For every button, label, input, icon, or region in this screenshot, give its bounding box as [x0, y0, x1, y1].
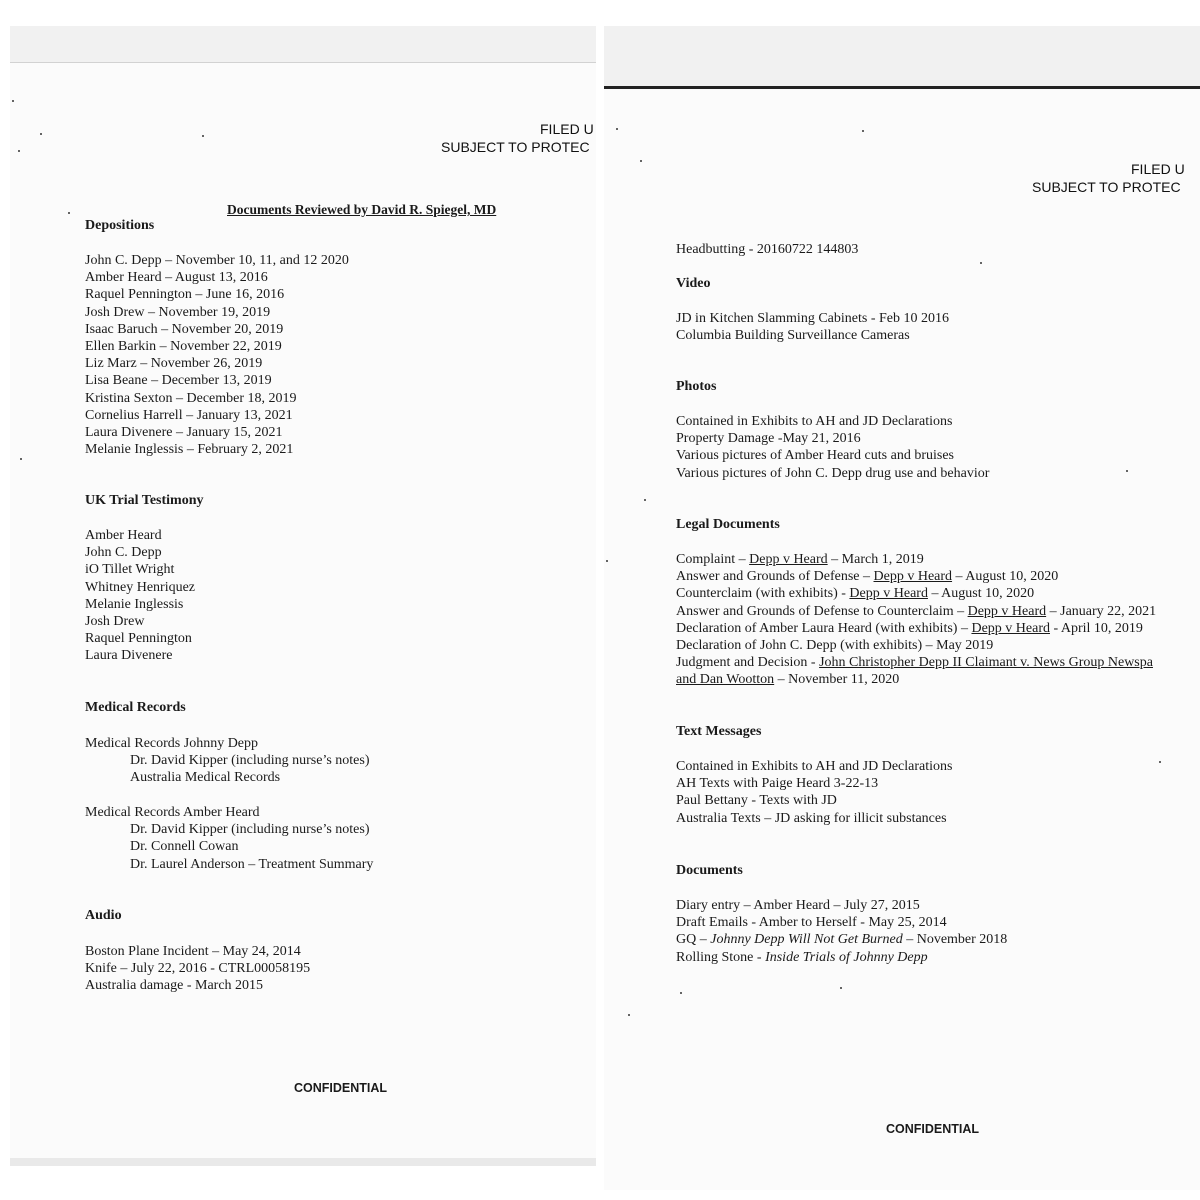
case-name: Depp v Heard [749, 552, 828, 567]
list-item: Medical Records Johnny Depp [85, 736, 259, 751]
list-item-text: – August 10, 2020 [952, 569, 1059, 585]
list-item: Dr. David Kipper (including nurse’s notes) [130, 753, 370, 769]
list-item: Ellen Barkin – November 22, 2019 [85, 338, 282, 354]
video-list [676, 310, 949, 344]
case-name: Depp v Heard [873, 569, 953, 585]
list-item: Melanie Inglessis – February 2, 2021 [85, 442, 294, 458]
list-item: Laura Divenere – January 15, 2021 [85, 424, 283, 440]
filed-under-seal-header: FILED U [1131, 161, 1185, 177]
list-item: Raquel Pennington [85, 631, 192, 647]
scan-speck [680, 992, 682, 994]
list-item [676, 671, 1156, 688]
depositions-list [85, 252, 349, 458]
list-item-text: Rolling Stone - [676, 949, 766, 965]
list-item: iO Tillet Wright [85, 562, 175, 578]
list-item-text: Answer and Grounds of Defense – [676, 569, 874, 585]
page-bottom-margin [10, 1158, 596, 1166]
scan-speck [616, 128, 618, 130]
list-item [676, 654, 1156, 671]
medical-records-depp [85, 735, 370, 787]
list-item: Dr. Connell Cowan [130, 839, 239, 855]
scan-speck [862, 130, 864, 132]
list-item-text: – March 1, 2019 [827, 552, 924, 567]
list-item: Knife – July 22, 2016 - CTRL00058195 [85, 961, 311, 977]
section-heading-photos: Photos [676, 379, 717, 394]
list-item: Property Damage -May 21, 2016 [676, 431, 861, 447]
confidential-footer: CONFIDENTIAL [294, 1081, 388, 1095]
article-title: Johnny Depp Will Not Get Burned [710, 932, 903, 948]
list-item-text: - April 10, 2019 [1049, 620, 1143, 636]
protective-order-header: SUBJECT TO PROTEC [1032, 179, 1181, 195]
text-messages-list [676, 758, 952, 827]
scan-speck [644, 499, 646, 501]
scan-speck [980, 262, 982, 264]
list-item: Australia Medical Records [130, 770, 281, 786]
list-item: Boston Plane Incident – May 24, 2014 [85, 944, 301, 959]
filed-under-seal-header: FILED U [540, 121, 594, 137]
list-item: Lisa Beane – December 13, 2019 [85, 373, 272, 389]
list-item: John C. Depp [85, 545, 162, 561]
case-name: Depp v Heard [967, 603, 1047, 619]
section-heading-uk-trial: UK Trial Testimony [85, 493, 204, 508]
list-item: Australia damage - March 2015 [85, 978, 264, 994]
list-item: Dr. David Kipper (including nurse’s notes) [130, 822, 370, 838]
page-top-margin [10, 26, 596, 63]
right-document-page [604, 26, 1200, 1190]
list-item [676, 949, 1007, 966]
case-name: John Christopher Depp II Claimant v. News Group Newspa [819, 655, 1153, 671]
section-heading-video: Video [676, 276, 711, 291]
case-name: Depp v Heard [849, 586, 928, 602]
list-item-text: – November 2018 [902, 932, 1008, 948]
scan-speck [606, 560, 608, 562]
scan-speck [18, 150, 20, 152]
audio-list [85, 943, 310, 995]
list-item-text: Declaration of Amber Laura Heard (with exhibits) – [676, 620, 972, 636]
list-item: Liz Marz – November 26, 2019 [85, 356, 263, 372]
list-item: Paul Bettany - Texts with JD [676, 793, 837, 809]
scan-speck [12, 100, 14, 102]
list-item: Cornelius Harrell – January 13, 2021 [85, 407, 293, 423]
list-item: John C. Depp – November 10, 11, and 12 2020 [85, 253, 349, 268]
list-item: Melanie Inglessis [85, 596, 184, 612]
list-item: Amber Heard – August 13, 2016 [85, 270, 268, 286]
list-item [676, 897, 1007, 914]
list-item: Headbutting - 20160722 144803 [676, 242, 859, 257]
case-name: Depp v Heard [971, 620, 1050, 636]
uk-trial-list [85, 527, 195, 665]
page-top-margin [604, 26, 1200, 89]
section-heading-legal-documents: Legal Documents [676, 517, 780, 532]
confidential-footer: CONFIDENTIAL [886, 1122, 980, 1136]
list-item [676, 568, 1156, 585]
list-item-text: – August 10, 2020 [927, 586, 1035, 602]
list-item: Whitney Henriquez [85, 579, 196, 595]
list-item-text: Judgment and Decision - [676, 655, 820, 671]
list-item: Columbia Building Surveillance Cameras [676, 328, 910, 344]
scan-speck [628, 1014, 630, 1016]
list-item: JD in Kitchen Slamming Cabinets - Feb 10 2016 [676, 311, 949, 326]
list-item-text: Answer and Grounds of Defense to Counterclaim – [676, 603, 968, 619]
list-item [676, 620, 1156, 637]
scan-speck [40, 133, 42, 135]
list-item: Josh Drew – November 19, 2019 [85, 304, 271, 320]
scan-speck [68, 212, 70, 214]
list-item: Various pictures of John C. Depp drug use and behavior [676, 465, 990, 481]
photos-list [676, 413, 989, 482]
list-item: Amber Heard [85, 528, 162, 543]
left-document-page [10, 26, 596, 1166]
list-item: Contained in Exhibits to AH and JD Declarations [676, 414, 953, 429]
scan-speck [1159, 761, 1161, 763]
list-item [676, 914, 1007, 931]
list-item: Contained in Exhibits to AH and JD Declarations [676, 759, 953, 774]
list-item: Raquel Pennington – June 16, 2016 [85, 287, 285, 303]
list-item-text: Complaint – [676, 552, 750, 567]
list-item-text: – January 22, 2021 [1046, 603, 1157, 619]
list-item: Josh Drew [85, 613, 145, 629]
documents-list [676, 897, 1007, 966]
case-name: and Dan Wootton [676, 672, 775, 688]
section-heading-depositions: Depositions [85, 218, 155, 233]
scan-speck [640, 160, 642, 162]
page-title: Documents Reviewed by David R. Spiegel, MD [227, 202, 497, 217]
list-item: Laura Divenere [85, 648, 173, 664]
list-item-text: Draft Emails - Amber to Herself - May 25, 2014 [676, 915, 947, 931]
list-item [676, 637, 1156, 654]
list-item: Australia Texts – JD asking for illicit substances [676, 810, 947, 826]
section-heading-text-messages: Text Messages [676, 724, 762, 739]
list-item: Dr. Laurel Anderson – Treatment Summary [130, 856, 374, 872]
list-item: Various pictures of Amber Heard cuts and bruises [676, 448, 954, 464]
scan-speck [1126, 470, 1128, 472]
section-heading-medical-records: Medical Records [85, 700, 186, 715]
list-item-text: Diary entry – Amber Heard – July 27, 2015 [676, 898, 920, 913]
medical-records-heard [85, 804, 373, 873]
scan-speck [202, 135, 204, 137]
list-item-text: Declaration of John C. Depp (with exhibits) – May 2019 [676, 637, 994, 653]
list-item [676, 603, 1156, 620]
list-item: Isaac Baruch – November 20, 2019 [85, 321, 284, 337]
list-item [676, 931, 1007, 948]
scan-speck [20, 458, 22, 460]
article-title: Inside Trials of Johnny Depp [765, 949, 928, 965]
list-item: Medical Records Amber Heard [85, 805, 260, 820]
list-item-text: GQ – [676, 932, 711, 948]
section-heading-audio: Audio [85, 908, 122, 923]
list-item-text: Counterclaim (with exhibits) - [676, 586, 850, 602]
list-item [676, 585, 1156, 602]
list-item: AH Texts with Paige Heard 3-22-13 [676, 776, 879, 792]
legal-documents-list [676, 551, 1156, 689]
section-heading-documents: Documents [676, 863, 743, 878]
list-item-text: – November 11, 2020 [774, 672, 900, 688]
headbutting-entry [676, 241, 858, 258]
list-item [676, 551, 1156, 568]
list-item: Kristina Sexton – December 18, 2019 [85, 390, 297, 406]
protective-order-header: SUBJECT TO PROTEC [441, 139, 590, 155]
scan-speck [840, 987, 842, 989]
